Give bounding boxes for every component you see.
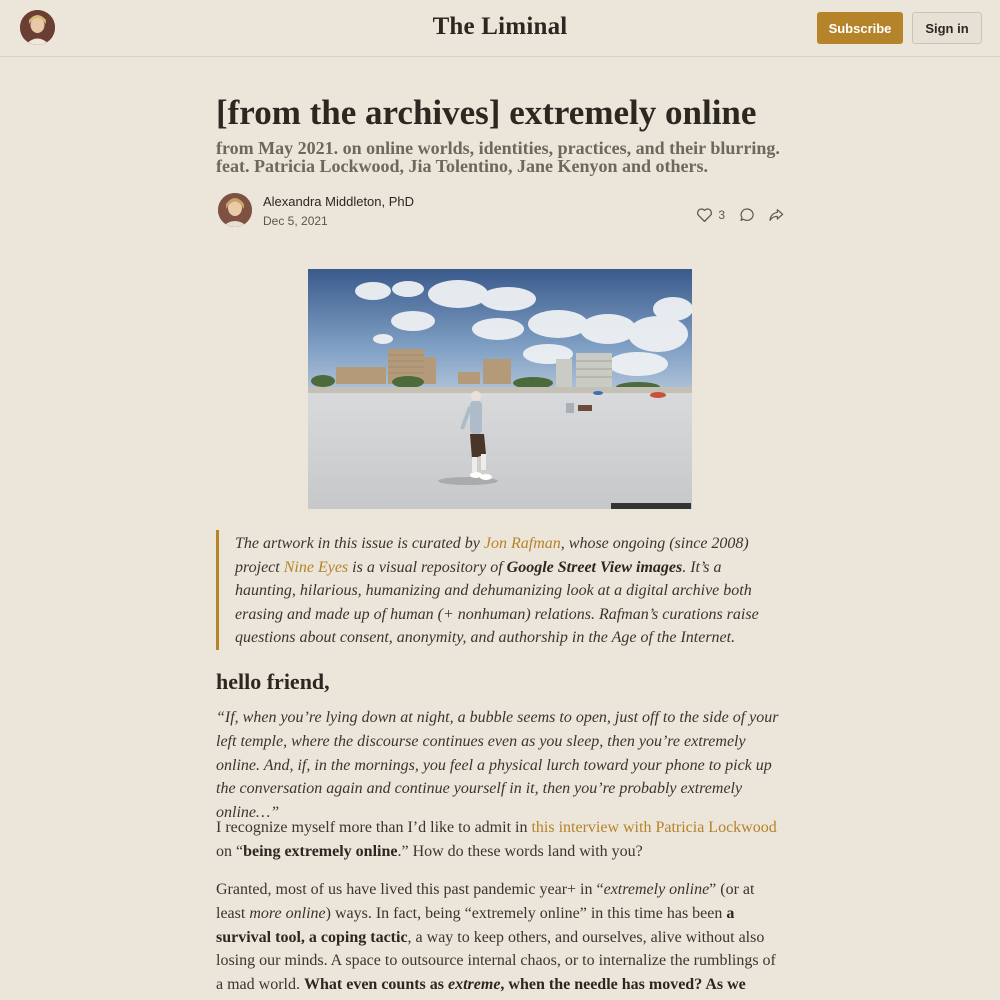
subscribe-button[interactable]: Subscribe: [817, 12, 903, 44]
post-subtitle: from May 2021. on online worlds, identities, practices, and their blurring. feat. Patricia Lockwood, Jia Tolentino, Jane Kenyon and others.: [216, 138, 780, 176]
post-title: [from the archives] extremely online: [216, 93, 757, 132]
top-bar: [0, 0, 1000, 57]
post-date: Dec 5, 2021: [263, 214, 328, 228]
heart-icon: [696, 207, 713, 223]
post-actions: [696, 205, 784, 225]
author-avatar[interactable]: [218, 193, 252, 227]
lockwood-quote: “If, when you’re lying down at night, a bubble seems to open, just off to the side of your left temple, where the discourse continues even as you sleep, then you’re extremely online. And, if, in the mornings, you feel a physical lurch toward your phone to pick up the conversation again and continue yourself in it, then you’re probably extremely online…”: [216, 709, 779, 822]
publication-title[interactable]: The Liminal: [432, 13, 568, 40]
comment-button[interactable]: [739, 207, 755, 223]
artwork-callout: [216, 530, 784, 650]
comment-icon: [739, 207, 755, 223]
like-button[interactable]: [696, 207, 725, 223]
like-count: 3: [718, 208, 725, 222]
jon-rafman-link[interactable]: Jon Rafman: [483, 535, 561, 552]
paragraph-2: Granted, most of us have lived this past pandemic year+ in “extremely online” (or at least more online) ways. In fact, being “extremely online” in this time has been a survival tool, a coping tactic, a way to keep others, and ourselves, alive without also losing our minds. A space to outsource internal chaos, or to internalize the rumblings of a mad world. What even counts as extreme, when the needle has moved? As we: [216, 881, 776, 994]
section-heading: hello friend,: [216, 669, 330, 694]
paragraph-1: I recognize myself more than I’d like to admit in this interview with Patricia Lockwood on “being extremely online.” How do these words land with you?: [216, 819, 777, 860]
author-name[interactable]: Alexandra Middleton, PhD: [263, 194, 415, 209]
byline: [216, 193, 784, 229]
sign-in-button[interactable]: Sign in: [912, 12, 982, 44]
share-icon: [768, 207, 784, 223]
share-button[interactable]: [768, 207, 784, 223]
hero-image[interactable]: [308, 269, 692, 509]
interview-link[interactable]: this interview with Patricia Lockwood: [531, 819, 777, 836]
callout-text: The artwork in this issue is curated by Jon Rafman, whose ongoing (since 2008) project Nine Eyes is a visual repository of Google Street View images. It’s a haunting, hilarious, humanizing and dehumanizing look at a digital archive both erasing and made up of human (+ nonhuman) relations. Rafman’s curations raise questions about consent, anonymity, and authorship in the Age of the Internet.: [235, 535, 759, 647]
nine-eyes-link[interactable]: Nine Eyes: [283, 558, 349, 576]
